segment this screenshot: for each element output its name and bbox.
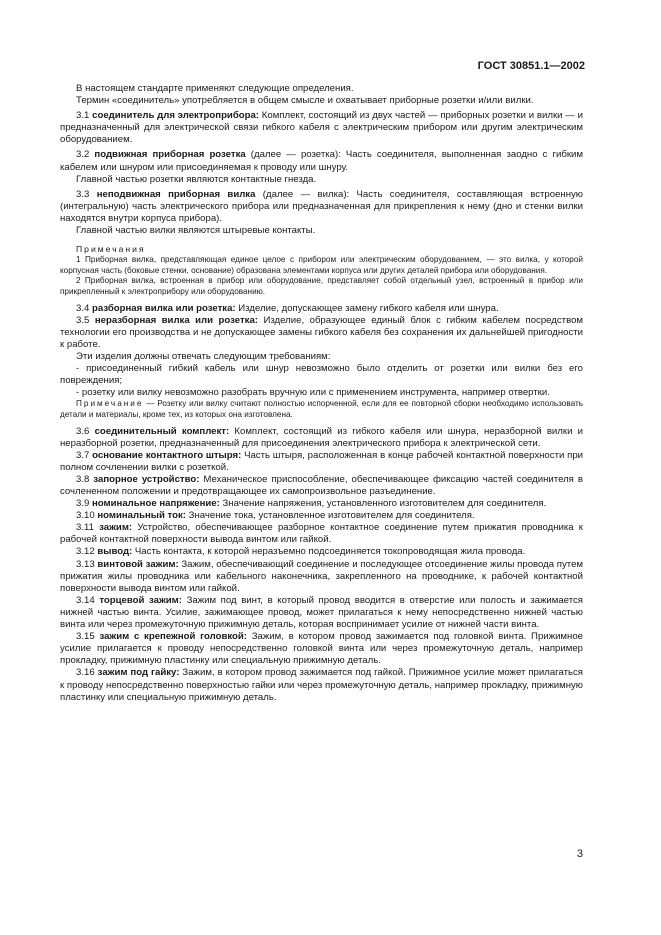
definition-3-13: 3.13 винтовой зажим: Зажим, обеспечивающий соединение и последующее отсоединение жилы провода путем прижатия жилы проводника или кабельного наконечника, закрепленного на проводнике, к рабочей контактной поверхности вывода винтом или гайкой. — [60, 558, 583, 594]
definition-3-9: 3.9 номинальное напряжение: Значение напряжения, установленного изготовителем для соединителя. — [76, 498, 547, 510]
note-1: 1 Приборная вилка, представляющая единое целое с прибором или электрическим оборудованием, — это вилка, у которой корпусная часть (боковые стенки, основание) образована элементами корпуса или других деталей прибора или оборудования. — [60, 255, 583, 275]
definition-3-4: 3.4 разборная вилка или розетка: Изделие, допускающее замену гибкого кабеля или шнура. — [76, 302, 499, 314]
notes-heading: Примечания — [76, 244, 146, 255]
page-number: 3 — [576, 848, 583, 860]
definition-3-6: 3.6 соединительный комплект: Комплект, состоящий из гибкого кабеля или шнура, неразборной вилки и неразборной розетки, предназначенный для присоединения электрического прибора к электрической сети. — [60, 425, 583, 449]
requirements-intro: Эти изделия должны отвечать следующим требованиям: — [76, 350, 331, 362]
note-2: 2 Приборная вилка, встроенная в прибор или оборудование, представляет собой отдельный узел, встроенный в прибор или прикрепленный к электроприбору или оборудованию. — [60, 276, 583, 296]
socket-main-part: Главной частью розетки являются контактные гнезда. — [76, 173, 317, 185]
definition-3-3: 3.3 неподвижная приборная вилка (далее — вилка): Часть соединителя, составляющая встроенную (интегральную) часть электрического прибора или предназначенная для прикрепления к нему (дно и стенки вилки находятся внутри корпуса прибора). — [60, 188, 583, 224]
document-body — [60, 83, 583, 704]
definition-3-15: 3.15 зажим с крепежной головкой: Зажим, в котором провод зажимается под головкой винта. Прижимное усилие прилагается к проводу непосредственно головкой винта или через промежуточную деталь, например прокладку, прижимную пластинку или специальную прижимную деталь. — [60, 631, 583, 667]
definition-3-2: 3.2 подвижная приборная розетка (далее — розетка): Часть соединителя, выполненная заодно с гибким кабелем или шнуром или присоединяемая к проводу или шнуру. — [60, 149, 583, 173]
definition-3-7: 3.7 основание контактного штыря: Часть штыря, расположенная в конце рабочей контактной поверхности при полном сочленении вилки с розеткой. — [60, 449, 584, 473]
document-header: ГОСТ 30851.1—2002 — [477, 60, 585, 72]
intro-paragraph: В настоящем стандарте применяют следующие определения. — [76, 83, 354, 94]
definition-3-14: 3.14 торцевой зажим: Зажим под винт, в который провод вводится в отверстие или полость и зажимается нижней частью винта. Усилие, зажимающее провод, может прилагаться к нему непосредственно нижней частью винта или через промежуточную прижимную деталь, которая воспринимает усилие от нижней части винта. — [60, 594, 583, 631]
requirement-1: - присоединенный гибкий кабель или шнур невозможно было отделить от розетки или вилки без его повреждения; — [60, 363, 583, 387]
term-usage-paragraph: Термин «соединитель» употребляется в общем смысле и охватывает приборные розетки и/или вилки. — [76, 95, 534, 107]
definition-3-10: 3.10 номинальный ток: Значение тока, установленное изготовителем для соединителя. — [76, 510, 475, 522]
requirement-2: - розетку или вилку невозможно разобрать вручную или с применением инструмента, например отвертки. — [76, 387, 550, 399]
plug-main-part: Главной частью вилки являются штыревые контакты. — [76, 225, 316, 237]
definition-3-5: 3.5 неразборная вилка или розетка: Изделие, образующее единый блок с гибким кабелем посредством технологии его производства и не допускающее замены гибкого кабеля без сохранения их дальнейшей пригодности к работе. — [60, 314, 583, 350]
single-note: Примечание — Розетку или вилку считают полностью испорченной, если для ее повторной сборки необходимо использовать детали и материалы, кроме тех, из которых она изготовлена. — [60, 399, 583, 419]
definition-3-16: 3.16 зажим под гайку: Зажим, в котором провод зажимается под гайкой. Прижимное усилие может прилагаться к проводу непосредственно поверхностью гайки или через промежуточную деталь, например прокладку, прижимную пластинку или специальную прижимную деталь. — [60, 667, 583, 703]
definition-3-1: 3.1 соединитель для электроприбора: Комплект, состоящий из двух частей — приборных розетки и вилки — и предназначенный для электрической связи гибкого кабеля с электрическим прибором или другим электрическим оборудованием. — [60, 110, 583, 146]
definition-3-12: 3.12 вывод: Часть контакта, к которой неразъемно подсоединяется токопроводящая жила провода. — [76, 546, 526, 558]
definition-3-11: 3.11 зажим: Устройство, обеспечивающее разборное контактное соединение путем прижатия проводника к рабочей контактной поверхности вывода винтом или гайкой. — [60, 522, 583, 546]
definition-3-8: 3.8 запорное устройство: Механическое приспособление, обеспечивающее фиксацию частей соединителя в сочлененном положении и предотвращающее их самопроизвольное разъединение. — [60, 473, 583, 497]
